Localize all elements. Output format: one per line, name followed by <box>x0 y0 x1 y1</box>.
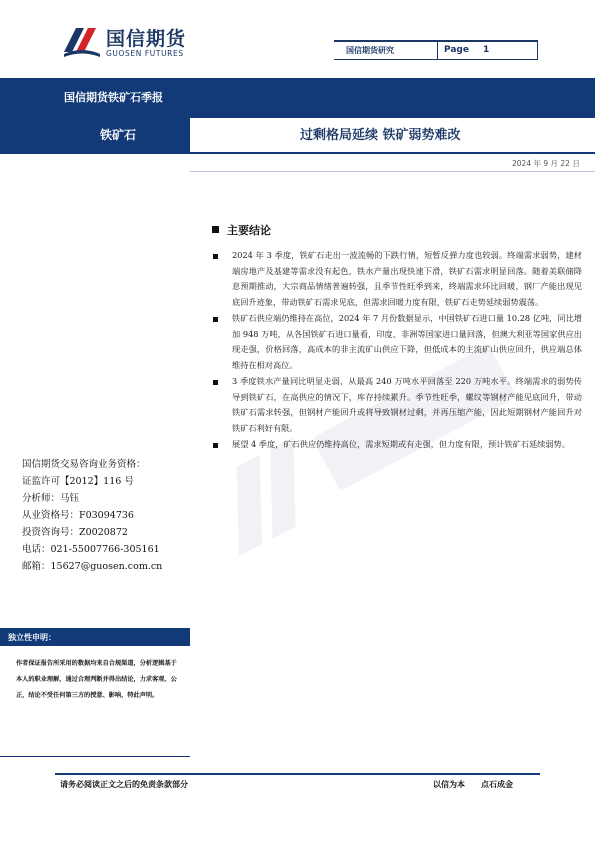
conclusions-list <box>212 248 582 454</box>
header-info-box <box>334 40 538 60</box>
list-item-text: 2024 年 3 季度，铁矿石走出一波流畅的下跌行情，短暂反弹力度也较弱。终端需求弱势，建材端房地产及基建等需求没有起色，铁水产量出现快速下滑，铁矿石需求明显回落。随着美联储降息预期推动，大宗商品情绪普遍转强，且季节性旺季到来，终端需求环比回暖，钢厂产能出现见底回升迹象，带动铁矿石需求见底，但需求回暖力度有限，铁矿石走势延续弱势震荡。 <box>232 250 582 307</box>
independence-statement: 作者保证报告所采用的数据均来自合规渠道，分析逻辑基于本人的职业理解，通过合理判断并得出结论，力求客观、公正，结论不受任何第三方的授意、影响，特此声明。 <box>16 660 177 699</box>
category-label: 铁矿石 <box>100 128 137 142</box>
date-divider <box>190 171 595 172</box>
page-label: Page <box>444 45 469 55</box>
footer-divider <box>55 773 540 775</box>
report-type: 国信期货研究 <box>334 42 438 59</box>
company-logo <box>62 24 222 62</box>
license-label: 国信期货交易咨询业务资格： <box>22 459 146 470</box>
footer-disclaimer: 请务必阅读正文之后的免责条款部分 <box>60 779 188 789</box>
logo-text-en: GUOSEN FUTURES <box>106 49 184 58</box>
list-item <box>212 437 582 453</box>
analyst-name: 分析师：马钰 <box>22 493 80 504</box>
report-title: 过剩格局延续 铁矿弱势难改 <box>300 128 461 143</box>
consulting-number: 投资咨询号：Z0020872 <box>22 527 128 538</box>
bullet-icon <box>213 443 218 448</box>
page-number: 1 <box>482 45 490 55</box>
footer-slogan <box>433 779 513 790</box>
bullet-icon <box>213 380 218 385</box>
logo-text-cn: 国信期货 <box>106 28 187 50</box>
square-bullet-icon <box>212 226 219 233</box>
footer-slogan-1: 以信为本 <box>433 779 465 789</box>
analyst-phone: 电话：021-55007766-305161 <box>22 544 160 555</box>
page-indicator <box>438 42 538 59</box>
independence-divider <box>0 756 190 757</box>
qualification-number: 从业资格号：F03094736 <box>22 510 134 521</box>
analyst-email[interactable]: 邮箱：15627@guosen.com.cn <box>22 561 163 572</box>
conclusions-heading <box>212 222 271 238</box>
report-date: 2024 年 9 月 22 日 <box>512 159 580 168</box>
list-item-text: 展望 4 季度，矿石供应仍维持高位，需求短期或有走强，但力度有限，预计铁矿石延续弱势。 <box>232 439 570 449</box>
logo-mark-icon <box>62 24 102 58</box>
bullet-icon <box>213 254 218 259</box>
footer-slogan-2: 点石成金 <box>481 779 513 789</box>
conclusions-heading-text: 主要结论 <box>227 224 271 237</box>
independence-heading: 独立性申明： <box>8 632 56 642</box>
list-item <box>212 248 582 310</box>
list-item <box>212 374 582 436</box>
series-banner <box>0 78 595 118</box>
category-block <box>0 118 190 152</box>
independence-heading-bar <box>0 628 190 646</box>
list-item-text: 铁矿石供应端仍维持在高位，2024 年 7 月份数据显示，中国铁矿石进口量 10.28 亿吨，同比增加 948 万吨，从各国铁矿石进口量看，印度、非洲等国家进口量回落，但澳大利亚等国家供应出现走强，价格回落，高成本的非主流矿山供应下降，但低成本的主流矿山供应回升，供应端总体维持在相对高位。 <box>232 313 582 370</box>
analyst-info <box>22 456 202 575</box>
series-title: 国信期货铁矿石季报 <box>64 91 163 104</box>
bullet-icon <box>213 317 218 322</box>
license-number: 证监许可【2012】116 号 <box>22 476 134 487</box>
list-item <box>212 311 582 373</box>
list-item-text: 3 季度铁水产量同比明显走弱，从最高 240 万吨水平回落至 220 万吨水平。终端需求的弱势传导到铁矿石，在高供应的情况下，库存持续累升。季节性旺季，螺纹等钢材产能见底回升，带动铁矿石需求转强，但钢材产能回升或将导致钢材过剩，并再压缩产能，因此短期钢材产能回升对铁矿石利好有限。 <box>232 376 582 433</box>
title-divider <box>0 152 595 154</box>
